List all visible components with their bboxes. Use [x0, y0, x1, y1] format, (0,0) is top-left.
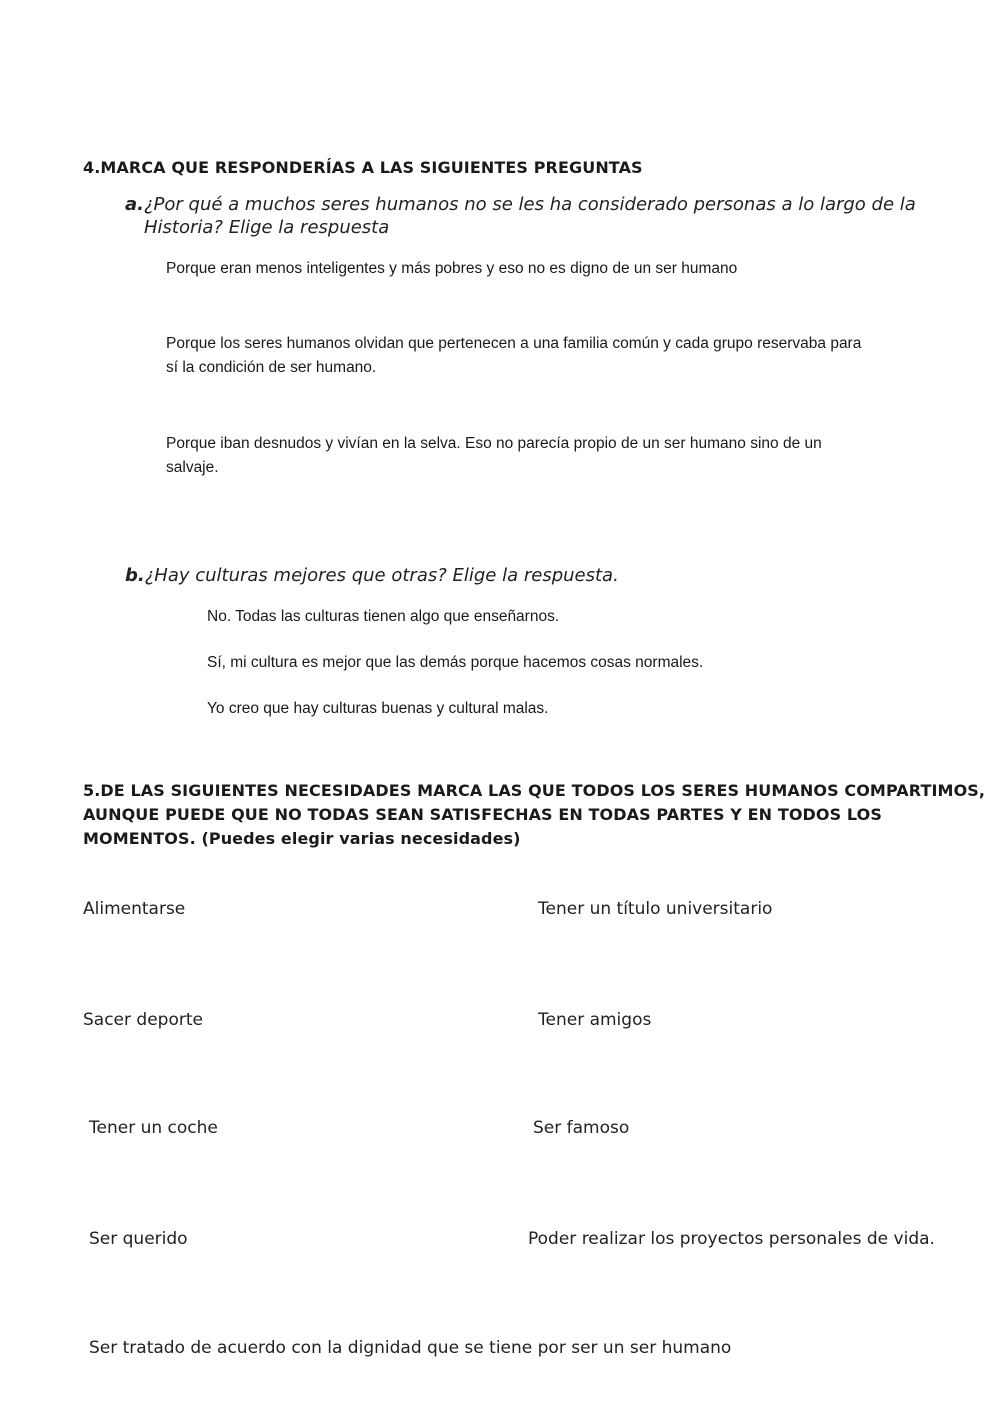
question-a-letter: a. — [125, 194, 144, 215]
option-text-line1: Porque iban desnudos y vivían en la selva. Eso no parecía propio de un ser humano sino de un — [166, 435, 822, 452]
question-a-option-1[interactable] — [166, 257, 737, 281]
option-text-line1: Porque los seres humanos olvidan que pertenecen a una familia común y cada grupo reservaba para — [166, 335, 862, 352]
section4-heading: 4.MARCA QUE RESPONDERÍAS A LAS SIGUIENTES PREGUNTAS — [83, 158, 643, 177]
question-b-option-1[interactable] — [207, 605, 559, 629]
section5-heading-line1: 5.DE LAS SIGUIENTES NECESIDADES MARCA LAS QUE TODOS LOS SERES HUMANOS COMPARTIMOS, — [83, 781, 986, 800]
section5-heading — [83, 779, 985, 851]
need-option-famoso[interactable]: Ser famoso — [533, 1118, 630, 1138]
question-b-option-3[interactable] — [207, 697, 548, 721]
need-option-querido[interactable]: Ser querido — [89, 1229, 188, 1249]
need-option-proyectos[interactable]: Poder realizar los proyectos personales de vida. — [528, 1229, 935, 1249]
question-a-option-2[interactable] — [166, 332, 861, 380]
section5-heading-line3: MOMENTOS. (Puedes elegir varias necesidades) — [83, 829, 521, 848]
need-option-dignidad[interactable]: Ser tratado de acuerdo con la dignidad que se tiene por ser un ser humano — [89, 1338, 732, 1358]
option-text: Sí, mi cultura es mejor que las demás porque hacemos cosas normales. — [207, 654, 704, 671]
need-option-titulo-universitario[interactable]: Tener un título universitario — [538, 899, 773, 919]
need-option-coche[interactable]: Tener un coche — [89, 1118, 218, 1138]
need-option-deporte[interactable]: Sacer deporte — [83, 1010, 203, 1030]
option-text: Porque eran menos inteligentes y más pobres y eso no es digno de un ser humano — [166, 260, 738, 277]
question-a-option-3[interactable] — [166, 432, 822, 480]
question-a-text-line2: Historia? Elige la respuesta — [144, 217, 390, 238]
need-option-alimentarse[interactable]: Alimentarse — [83, 899, 186, 919]
question-b-option-2[interactable] — [207, 651, 703, 675]
section5-heading-line2: AUNQUE PUEDE QUE NO TODAS SEAN SATISFECHAS EN TODAS PARTES Y EN TODOS LOS — [83, 805, 882, 824]
question-b-letter: b. — [125, 565, 145, 586]
option-text: No. Todas las culturas tienen algo que enseñarnos. — [207, 608, 560, 625]
option-text-line2: salvaje. — [166, 459, 219, 476]
option-text-line2: sí la condición de ser humano. — [166, 359, 377, 376]
question-a-text-line1: ¿Por qué a muchos seres humanos no se les ha considerado personas a lo largo de la — [143, 194, 916, 215]
need-option-amigos[interactable]: Tener amigos — [538, 1010, 652, 1030]
question-b — [125, 564, 619, 587]
option-text: Yo creo que hay culturas buenas y cultural malas. — [207, 700, 549, 717]
question-a — [125, 193, 916, 216]
question-b-text: ¿Hay culturas mejores que otras? Elige la respuesta. — [144, 565, 619, 586]
